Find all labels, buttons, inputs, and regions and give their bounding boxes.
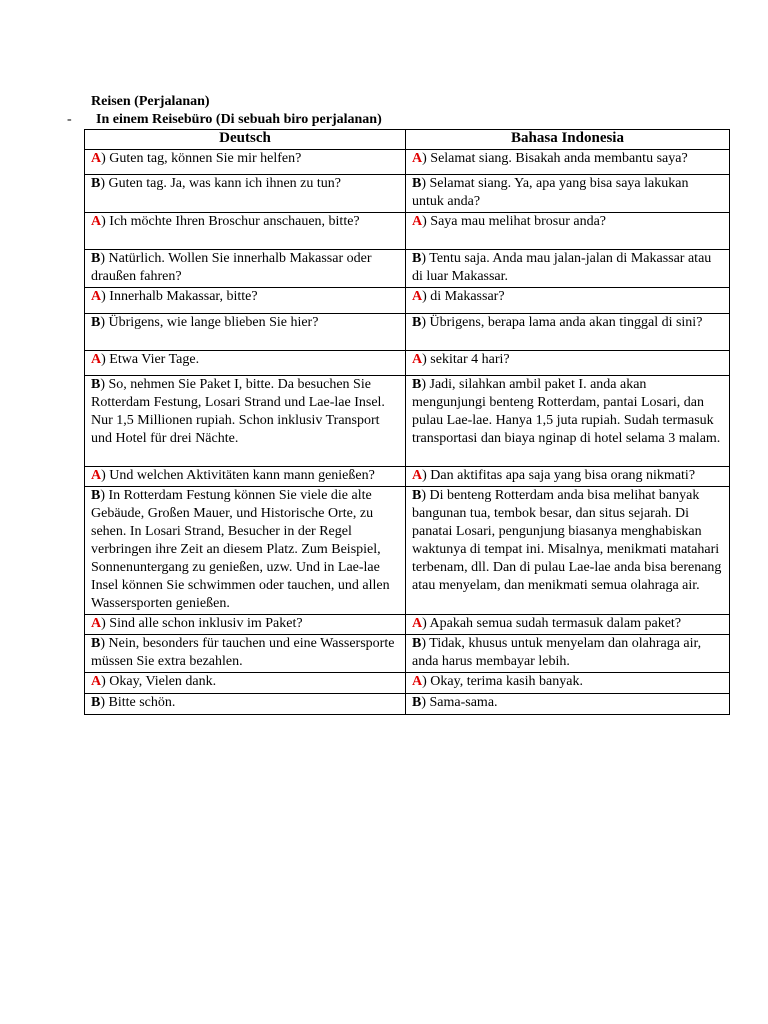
speaker-label: B: [412, 315, 422, 330]
speaker-label: B: [412, 176, 422, 191]
dialogue-text: ) Sind alle schon inklusiv im Paket?: [101, 616, 303, 631]
speaker-label: B: [412, 636, 422, 651]
speaker-label: B: [412, 695, 422, 710]
column-header-deutsch: Deutsch: [85, 130, 406, 150]
dialogue-text: ) Etwa Vier Tage.: [101, 352, 200, 367]
speaker-label: A: [91, 151, 102, 166]
speaker-label: A: [91, 616, 102, 631]
dialogue-text: ) Übrigens, wie lange blieben Sie hier?: [100, 315, 319, 330]
speaker-label: A: [412, 468, 423, 483]
dialogue-text: ) Selamat siang. Bisakah anda membantu saya?: [422, 151, 688, 166]
table-row: [85, 673, 730, 694]
cell-bahasa-indonesia: [406, 150, 730, 175]
speaker-label: A: [91, 468, 102, 483]
page-title: Reisen (Perjalanan): [91, 94, 210, 109]
cell-bahasa-indonesia: [406, 487, 730, 615]
table-row: [85, 376, 730, 467]
dialogue-text: ) Übrigens, berapa lama anda akan tinggal di sini?: [421, 315, 703, 330]
table-row: [85, 467, 730, 487]
speaker-label: B: [412, 377, 422, 392]
dialogue-text: ) In Rotterdam Festung können Sie viele die alte Gebäude, Großen Mauer, und Historische Orte, zu sehen. In Losari Strand, Besucher in der Regel verbringen ihre Zeit an diesem Platz. Zum Beispiel, Sonnenuntergang zu genießen, uzw. Und in Lae-lae Insel können Sie schwimmen oder tauchen, und allen Wassersporten genießen.: [91, 488, 390, 611]
dialogue-text: ) Apakah semua sudah termasuk dalam paket?: [422, 616, 682, 631]
cell-bahasa-indonesia: [406, 673, 730, 694]
table-row: [85, 694, 730, 715]
cell-deutsch: [85, 673, 406, 694]
dialogue-text: ) Okay, terima kasih banyak.: [422, 674, 583, 689]
speaker-label: B: [91, 176, 101, 191]
cell-bahasa-indonesia: [406, 314, 730, 351]
table-row: [85, 615, 730, 635]
column-header-bahasa-indonesia: Bahasa Indonesia: [406, 130, 730, 150]
dialogue-text: ) Dan aktifitas apa saja yang bisa orang nikmati?: [422, 468, 696, 483]
dialogue-text: ) Bitte schön.: [100, 695, 176, 710]
speaker-label: A: [91, 674, 102, 689]
cell-bahasa-indonesia: [406, 467, 730, 487]
speaker-label: B: [91, 315, 101, 330]
cell-deutsch: [85, 467, 406, 487]
dialogue-text: ) Tidak, khusus untuk menyelam dan olahraga air, anda harus membayar lebih.: [412, 636, 702, 669]
dialogue-text: ) Okay, Vielen dank.: [101, 674, 217, 689]
dialogue-table: [84, 129, 730, 715]
dialogue-text: ) Innerhalb Makassar, bitte?: [101, 289, 258, 304]
table-row: [85, 250, 730, 288]
speaker-label: B: [91, 695, 101, 710]
cell-deutsch: [85, 376, 406, 467]
cell-bahasa-indonesia: [406, 175, 730, 213]
cell-bahasa-indonesia: [406, 376, 730, 467]
cell-bahasa-indonesia: [406, 615, 730, 635]
speaker-label: B: [412, 488, 422, 503]
cell-deutsch: [85, 213, 406, 250]
speaker-label: A: [91, 352, 102, 367]
table-row: [85, 288, 730, 314]
dialogue-text: ) Saya mau melihat brosur anda?: [422, 214, 607, 229]
cell-bahasa-indonesia: [406, 694, 730, 715]
cell-deutsch: [85, 635, 406, 673]
dialogue-text: ) sekitar 4 hari?: [422, 352, 510, 367]
cell-deutsch: [85, 314, 406, 351]
cell-deutsch: [85, 351, 406, 376]
speaker-label: B: [91, 636, 101, 651]
speaker-label: A: [91, 289, 102, 304]
dialogue-text: ) Und welchen Aktivitäten kann mann genießen?: [101, 468, 375, 483]
cell-deutsch: [85, 487, 406, 615]
subtitle-row: [67, 111, 382, 128]
dialogue-text: ) Guten tag, können Sie mir helfen?: [101, 151, 302, 166]
speaker-label: B: [91, 488, 101, 503]
table-row: [85, 213, 730, 250]
dialogue-text: ) Sama-sama.: [421, 695, 498, 710]
dialogue-text: ) Selamat siang. Ya, apa yang bisa saya lakukan untuk anda?: [412, 176, 689, 209]
cell-deutsch: [85, 175, 406, 213]
cell-bahasa-indonesia: [406, 213, 730, 250]
cell-bahasa-indonesia: [406, 351, 730, 376]
cell-bahasa-indonesia: [406, 288, 730, 314]
table-row: [85, 314, 730, 351]
cell-bahasa-indonesia: [406, 250, 730, 288]
dialogue-text: ) di Makassar?: [422, 289, 505, 304]
speaker-label: A: [412, 289, 423, 304]
speaker-label: B: [91, 251, 101, 266]
table-row: [85, 175, 730, 213]
list-bullet: -: [67, 112, 72, 127]
cell-deutsch: [85, 694, 406, 715]
table-row: [85, 351, 730, 376]
table-header-row: [85, 130, 730, 150]
table-row: [85, 150, 730, 175]
speaker-label: A: [412, 616, 423, 631]
subtitle: In einem Reisebüro (Di sebuah biro perjalanan): [96, 112, 382, 127]
dialogue-text: ) Natürlich. Wollen Sie innerhalb Makassar oder draußen fahren?: [91, 251, 372, 284]
cell-deutsch: [85, 150, 406, 175]
table-row: [85, 635, 730, 673]
cell-deutsch: [85, 250, 406, 288]
speaker-label: A: [91, 214, 102, 229]
table-row: [85, 487, 730, 615]
dialogue-text: ) Nein, besonders für tauchen und eine Wassersporte müssen Sie extra bezahlen.: [91, 636, 395, 669]
dialogue-text: ) Di benteng Rotterdam anda bisa melihat banyak bangunan tua, tembok besar, dan situs sejarah. Di panatai Losari, pengunjung biasanya menghabiskan waktunya di tempat ini. Misalnya, menikmati matahari terbenam, dll. Dan di pulau Lae-lae anda bisa berenang atau menyelam, dan menikmati semua olahraga air.: [412, 488, 722, 593]
dialogue-text: ) Ich möchte Ihren Broschur anschauen, bitte?: [101, 214, 360, 229]
dialogue-text: ) So, nehmen Sie Paket I, bitte. Da besuchen Sie Rotterdam Festung, Losari Strand und Lae-lae Insel. Nur 1,5 Millionen rupiah. Schon inklusiv Transport und Hotel für drei Nächte.: [91, 377, 385, 446]
speaker-label: B: [91, 377, 101, 392]
speaker-label: B: [412, 251, 422, 266]
dialogue-text: ) Guten tag. Ja, was kann ich ihnen zu tun?: [100, 176, 341, 191]
speaker-label: A: [412, 151, 423, 166]
speaker-label: A: [412, 674, 423, 689]
dialogue-text: ) Tentu saja. Anda mau jalan-jalan di Makassar atau di luar Makassar.: [412, 251, 712, 284]
speaker-label: A: [412, 214, 423, 229]
cell-bahasa-indonesia: [406, 635, 730, 673]
speaker-label: A: [412, 352, 423, 367]
cell-deutsch: [85, 288, 406, 314]
dialogue-text: ) Jadi, silahkan ambil paket I. anda akan mengunjungi benteng Rotterdam, pantai Losari, dan pulau Lae-lae. Hanya 1,5 juta rupiah. Sudah termasuk transportasi dan biaya nginap di hotel selama 3 malam.: [412, 377, 721, 446]
cell-deutsch: [85, 615, 406, 635]
